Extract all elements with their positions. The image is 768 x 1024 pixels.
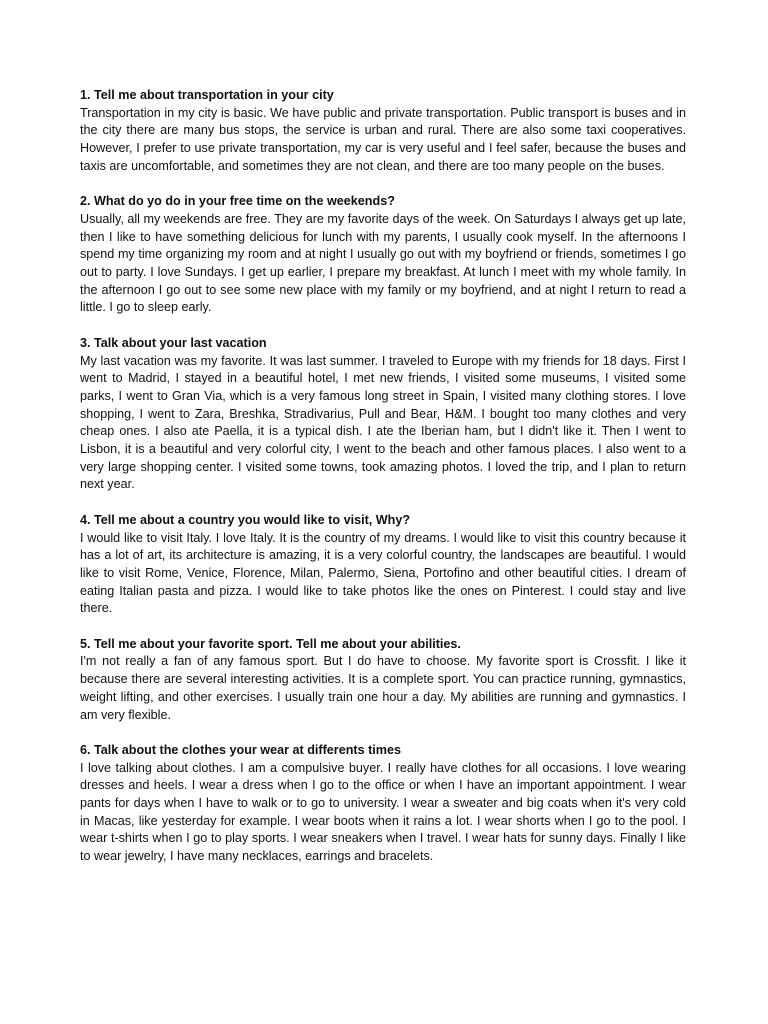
question-heading: 2. What do yo do in your free time on the weekends? [80,194,395,209]
question-heading: 3. Talk about your last vacation [80,335,267,350]
question-heading: 5. Tell me about your favorite sport. Tell me about your abilities. [80,636,461,651]
question-heading: 4. Tell me about a country you would like to visit, Why? [80,512,411,527]
section-clothes [80,742,686,866]
answer-paragraph: Transportation in my city is basic. We have public and private transportation. Public transport is buses and in the city there are many bus stops, the service is urban and rural. There are also some taxi cooperatives. However, I prefer to use private transportation, my car is very useful and I feel safer, because the buses and taxis are uncomfortable, and sometimes they are not clean, and there are too many people on the buses. [80,105,686,173]
document-page [80,87,686,884]
section-country-to-visit [80,512,686,618]
answer-paragraph: Usually, all my weekends are free. They are my favorite days of the week. On Saturdays I always get up late, then I like to have something delicious for lunch with my parents, I usually cook myself. In the afternoons I spend my time organizing my room and at night I usually go out with my boyfriend or friends, sometimes I go out to party. I love Sundays. I get up earlier, I prepare my breakfast. At lunch I meet with my whole family. In the afternoon I go out to see some new place with my family or my boyfriend, and at night I return to read a little. I go to sleep early. [80,211,686,315]
question-heading: 1. Tell me about transportation in your city [80,88,334,102]
answer-paragraph: I would like to visit Italy. I love Italy. It is the country of my dreams. I would like to visit this country because it has a lot of art, its architecture is amazing, it is a very colorful country, the landscapes are beautiful. I would like to visit Rome, Venice, Florence, Milan, Palermo, Siena, Portofino and other beautiful cities. I dream of eating Italian pasta and pizza. I would like to take photos like the ones on Pinterest. I could stay and live there. [80,530,686,616]
section-transportation [80,87,686,176]
section-last-vacation [80,335,686,494]
answer-paragraph: I love talking about clothes. I am a compulsive buyer. I really have clothes for all occasions. I love wearing dresses and heels. I wear a dress when I go to the office or when I have an important appointment. I wear pants for days when I have to walk or to go to university. I wear a sweater and big coats when it's very cold in Macas, like yesterday for example. I wear boots when it rains a lot. I wear shorts when I go to the pool. I wear t-shirts when I go to play sports. I wear sneakers when I travel. I wear hats for sunny days. Finally I like to wear jewelry, I have many necklaces, earrings and bracelets. [80,760,686,864]
answer-paragraph: My last vacation was my favorite. It was last summer. I traveled to Europe with my friends for 18 days. First I went to Madrid, I stayed in a beautiful hotel, I met new friends, I visited some museums, I visited some parks, I went to Gran Via, which is a very famous long street in Spain, I visited many clothing stores. I love shopping, I went to Zara, Breshka, Stradivarius, Pull and Bear, H&M. I bought too many clothes and very cheap ones. I also ate Paella, it is a typical dish. I ate the Iberian ham, but I didn't like it. Then I went to Lisbon, it is a beautiful and very colorful city, I went to the beach and other famous places. I also went to a very large shopping center. I visited some towns, took amazing photos. I loved the trip, and I plan to return next year. [80,353,686,492]
section-free-time [80,193,686,317]
section-favorite-sport [80,636,686,725]
answer-paragraph: I'm not really a fan of any famous sport. But I do have to choose. My favorite sport is Crossfit. I like it because there are several interesting activities. It is a complete sport. You can practice running, gymnastics, weight lifting, and other exercises. I usually train one hour a day. My abilities are running and gymnastics. I am very flexible. [80,654,686,722]
question-heading: 6. Talk about the clothes your wear at differents times [80,742,401,757]
